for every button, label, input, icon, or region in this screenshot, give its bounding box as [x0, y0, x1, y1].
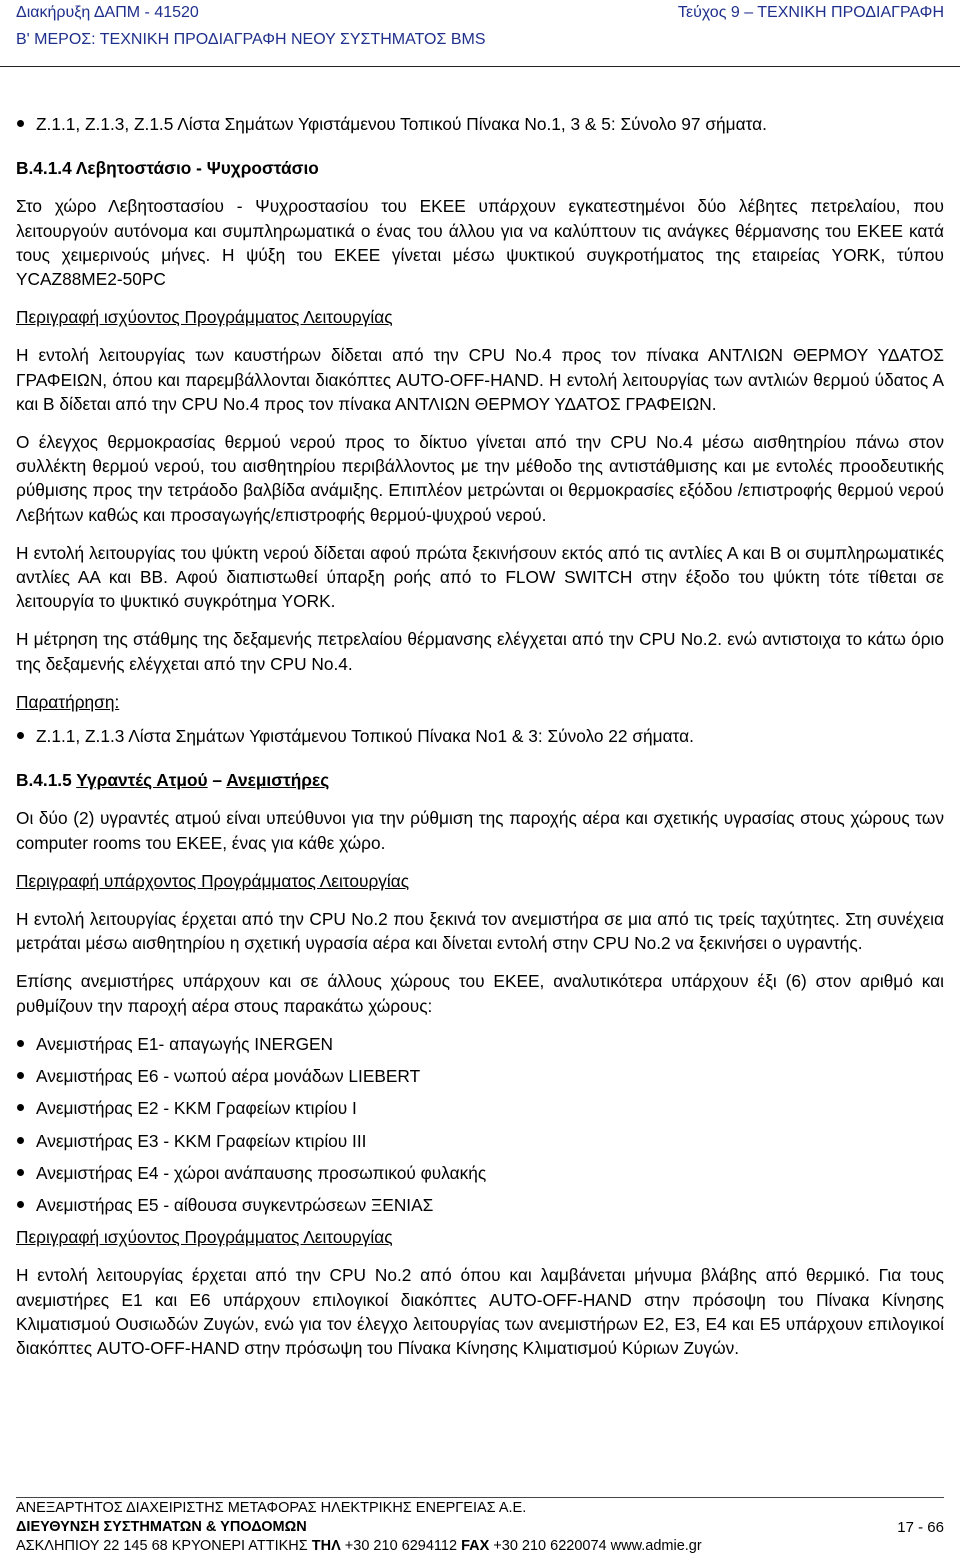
- note-label: Παρατήρηση:: [16, 691, 120, 712]
- subheading: Περιγραφή υπάρχοντος Προγράμματος Λειτουργίας: [16, 870, 410, 891]
- footer-division: ΔΙΕΥΘΥΝΣΗ ΣΥΣΤΗΜΑΤΩΝ & ΥΠΟΔΟΜΩΝ: [16, 1519, 307, 1535]
- list-item: Ανεμιστήρας Ε1- απαγωγής INERGEN: [16, 1032, 944, 1056]
- note-list: [16, 724, 944, 748]
- header-doc-id: Διακήρυξη ΔΑΠΜ - 41520: [16, 4, 199, 21]
- list-item: Ζ.1.1, Ζ.1.3, Ζ.1.5 Λίστα Σημάτων Υφιστάμενου Τοπικού Πίνακα Νο.1, 3 & 5: Σύνολο 97 σήματα.: [16, 112, 944, 136]
- header-volume: Τεύχος 9 – ΤΕΧΝΙΚΗ ΠΡΟΔΙΑΓΡΑΦΗ: [677, 4, 944, 21]
- list-item: Ανεμιστήρας Ε4 - χώροι ανάπαυσης προσωπικού φυλακής: [16, 1161, 944, 1185]
- heading-part-a: Υγραντές Ατμού: [76, 770, 208, 791]
- subheading: Περιγραφή ισχύοντος Προγράμματος Λειτουργίας: [16, 307, 393, 328]
- signals-list-top: [16, 112, 944, 136]
- list-item: Ανεμιστήρας Ε3 - ΚΚΜ Γραφείων κτιρίου ΙΙΙ: [16, 1129, 944, 1153]
- heading-number: Β.4.1.5: [16, 770, 77, 791]
- footer-company: ΑΝΕΞΑΡΤΗΤΟΣ ΔΙΑΧΕΙΡΙΣΤΗΣ ΜΕΤΑΦΟΡΑΣ ΗΛΕΚΤΡΙΚΗΣ ΕΝΕΡΓΕΙΑΣ Α.Ε.: [16, 1500, 527, 1516]
- paragraph: Η εντολή λειτουργίας έρχεται από την CPU Νο.2 που ξεκινά τον ανεμιστήρα σε μια από τις τρείς ταχύτητες. Στη συνέχεια μετράται μέσω αισθητηρίου η σχετική υγρασία αέρα και δίνεται εντολή στην CPU Νο.2 να ξεκινήσει ο υγραντής.: [16, 909, 944, 954]
- paragraph: Οι δύο (2) υγραντές ατμού είναι υπεύθυνοι για την ρύθμιση της παροχής αέρα και σχετικής υγρασίας στους χώρους των computer rooms του ΕΚΕΕ, ένας για κάθε χώρο.: [16, 808, 944, 853]
- page-header: [16, 0, 944, 54]
- subheading: Περιγραφή ισχύοντος Προγράμματος Λειτουργίας: [16, 1227, 393, 1248]
- document-body: [16, 112, 944, 1360]
- footer-website-link[interactable]: www.admie.gr: [610, 1538, 702, 1554]
- header-part: Β' ΜΕΡΟΣ: ΤΕΧΝΙΚΗ ΠΡΟΔΙΑΓΡΑΦΗ ΝΕΟΥ ΣΥΣΤΗΜΑΤΟΣ BMS: [16, 31, 486, 48]
- paragraph: Η εντολή λειτουργίας του ψύκτη νερού δίδεται αφού πρώτα ξεκινήσουν εκτός από τις αντλίες Α και Β οι συμπληρωματικές αντλίες ΑΑ και ΒΒ. Αφού διαπιστωθεί ύπαρξη ροής από το FLOW SWITCH στην έξοδο του ψύκτη τότε τίθεται σε λειτουργία το ψυκτικό συγκρότημα YORK.: [16, 542, 944, 612]
- paragraph: Στο χώρο Λεβητοστασίου - Ψυχροστασίου του ΕΚΕΕ υπάρχουν εγκατεστημένοι δύο λέβητες πετρελαίου, που λειτουργούν αυτόνομα και συμπληρωματικά ο ένας του άλλου για να καλύπτουν τις ανάγκες θέρμανσης του ΕΚΕΕ κατά τους χειμερινούς μήνες. Η ψύξη του ΕΚΕΕ γίνεται μέσω ψυκτικού συγκροτήματος της εταιρείας YORK, τύπου YCAZ88ME2-50PC: [16, 196, 944, 290]
- page-number: 17 - 66: [897, 1519, 944, 1536]
- heading-part-b: Ανεμιστήρες: [226, 770, 330, 791]
- section-heading-b414: Β.4.1.4 Λεβητοστάσιο - Ψυχροστάσιο: [16, 158, 319, 179]
- paragraph: Η μέτρηση της στάθμης της δεξαμενής πετρελαίου θέρμανσης ελέγχεται από την CPU Νο.2. ενώ αντιστοιχα το κάτω όριο της δεξαμενής ελέγχεται από την CPU Νο.4.: [16, 629, 944, 674]
- footer-tel: +30 210 6294112: [340, 1538, 462, 1554]
- paragraph: Επίσης ανεμιστήρες υπάρχουν και σε άλλους χώρους του ΕΚΕΕ, αναλυτικότερα υπάρχουν έξι (6) στον αριθμό και ρυθμίζουν την παροχή αέρα στους παρακάτω χώρους:: [16, 971, 944, 1016]
- paragraph: Η εντολή λειτουργίας έρχεται από την CPU Νο.2 από όπου και λαμβάνεται μήνυμα βλάβης από θερμικό. Για τους ανεμιστήρες Ε1 και Ε6 υπάρχουν επιλογικοί διακόπτες AUTO-OFF-HAND στην πρόσοψη του Πίνακα Κίνησης Κλιματισμού Ουσιωδών Ζυγών, ενώ για τον έλεγχο λειτουργίας των ανεμιστήρων Ε2, Ε3, Ε4 και Ε5 υπάρχουν επιλογικοί διακόπτες AUTO-OFF-HAND στην πρόσωψη του Πίνακα Κίνησης Κλιματισμού Κύριων Ζυγών.: [16, 1265, 944, 1358]
- footer-address: [16, 1537, 944, 1556]
- footer-address-text: ΑΣΚΛΗΠΙΟΥ 22 145 68 ΚΡΥΟΝΕΡΙ ΑΤΤΙΚΗΣ: [16, 1538, 312, 1554]
- footer-divider: [16, 1497, 944, 1498]
- footer-fax: +30 210 6220074: [489, 1538, 611, 1554]
- paragraph: Η εντολή λειτουργίας των καυστήρων δίδεται από την CPU Νο.4 προς τον πίνακα ΑΝΤΛΙΩΝ ΘΕΡΜΟΥ ΥΔΑΤΟΣ ΓΡΑΦΕΙΩΝ, όπου και παρεμβάλλονται διακόπτες AUTO-OFF-HAND. Η εντολή λειτουργίας των αντλιών θερμού ύδατος Α και Β δίδεται από την CPU Νο.4 προς τον πίνακα ΑΝΤΛΙΩΝ ΘΕΡΜΟΥ ΥΔΑΤΟΣ ΓΡΑΦΕΙΩΝ.: [16, 345, 944, 414]
- paragraph: Ο έλεγχος θερμοκρασίας θερμού νερού προς το δίκτυο γίνεται από την CPU Νο.4 μέσω αισθητηρίου πάνω στον συλλέκτη θερμού νερού, του αισθητηρίου περιβάλλοντος με την μέθοδο της αντιστάθμισης και με εντολές προοδευτικής ρύθμισης προς την τετράοδο βαλβίδα ανάμιξης. Επιπλέον μετρώνται οι θερμοκρασίες εξόδου /επιστροφής θερμού νερού Λεβήτων καθώς και προσαγωγής/επιστροφής θερμού-ψυχρού νερού.: [16, 432, 944, 525]
- heading-dash: –: [207, 770, 227, 791]
- fans-list: [16, 1032, 944, 1217]
- list-item: Ανεμιστήρας Ε5 - αίθουσα συγκεντρώσεων ΞΕΝΙΑΣ: [16, 1193, 944, 1217]
- list-item: Ζ.1.1, Ζ.1.3 Λίστα Σημάτων Υφιστάμενου Τοπικού Πίνακα Νο1 & 3: Σύνολο 22 σήματα.: [16, 724, 944, 748]
- footer-fax-label: FAX: [461, 1538, 490, 1554]
- list-item: Ανεμιστήρας Ε2 - ΚΚΜ Γραφείων κτιρίου Ι: [16, 1096, 944, 1120]
- section-heading-b415: [16, 768, 944, 792]
- header-divider: [0, 66, 960, 67]
- page-footer: [16, 1499, 944, 1556]
- footer-tel-label: ΤΗΛ: [311, 1538, 341, 1554]
- list-item: Ανεμιστήρας Ε6 - νωπού αέρα μονάδων LIEBERT: [16, 1064, 944, 1088]
